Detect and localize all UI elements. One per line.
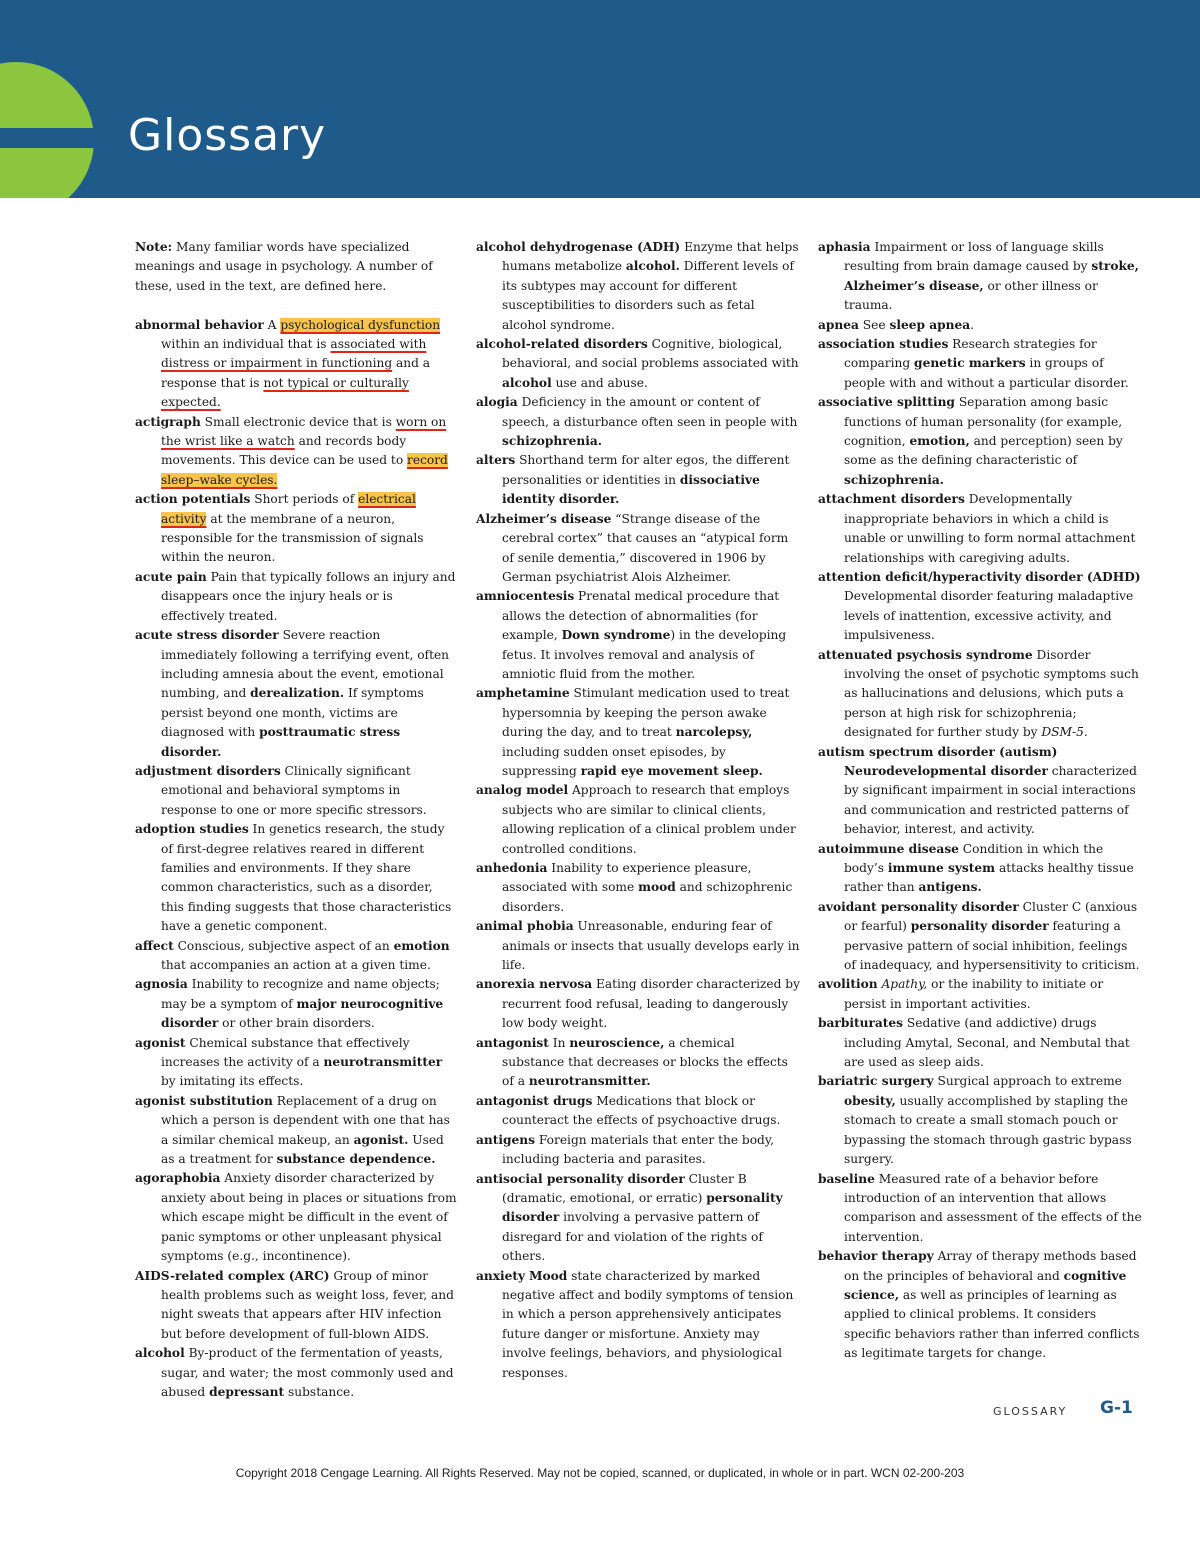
glossary-entry [818,975,1142,1014]
glossary-entry [818,840,1142,898]
definition-text: in groups of people with and without a particular disorder. [844,356,1129,390]
glossary-column-3 [818,238,1142,1364]
glossary-term: autism spectrum disorder (autism) [818,744,1058,759]
definition-text: See [858,317,890,332]
emphasized-text: psychological dysfunction [280,317,441,332]
glossary-term: attention deficit/hyperactivity disorder (ADHD) [818,569,1141,584]
emphasized-text: immune system [887,861,996,875]
definition-text: Cognitive, biological, behavioral, and social problems associated with [502,337,799,371]
glossary-term: anhedonia [476,861,548,875]
definition-text: use and abuse. [551,375,648,390]
definition-text: Disorder involving the onset of psychotic symptoms such as hallucinations and delusions, which puts a person at high risk for schizophrenia; designated for further study by [844,647,1139,740]
glossary-term: agonist [135,1035,186,1050]
glossary-term: alogia [476,395,518,410]
glossary-term: anorexia nervosa [476,977,593,992]
glossary-term: agnosia [135,977,188,992]
glossary-term: agoraphobia [135,1171,221,1186]
emphasized-text: stroke, [1091,259,1139,274]
glossary-entry [476,451,800,509]
definition-text: By-product of the fermentation of yeasts, sugar, and water; the most commonly used and abused [161,1346,454,1399]
note-label: Note: [135,240,173,254]
glossary-entry [818,1014,1142,1072]
glossary-entry [476,510,800,588]
glossary-term: attachment disorders [818,492,965,507]
definition-text: Short periods of [250,492,359,507]
emphasized-text: mood [638,880,676,895]
definition-text: usually accomplished by stapling the stomach to create a small stomach pouch or bypassing the stomach through gastric bypass surgery. [844,1093,1132,1167]
definition-text: Shorthand term for alter egos, the different personalities or identities in [502,453,790,487]
glossary-term: bariatric surgery [818,1074,934,1089]
definition-text: characterized by significant impairment in social interactions and communication and restricted patterns of behavior, interest, and activity. [844,763,1137,837]
definition-text: Developmental disorder featuring maladaptive levels of inattention, excessive activity, and impulsiveness. [844,589,1134,643]
definition-text: and schizophrenic disorders. [502,880,793,914]
glossary-term: Alzheimer’s disease [476,511,612,526]
definition-text: Cluster B (dramatic, emotional, or erratic) [502,1171,747,1205]
definition-text: Surgical approach to extreme [933,1074,1122,1089]
emphasized-text: Neurodevelopmental disorder [844,763,1048,778]
glossary-term: agonist substitution [135,1093,273,1108]
glossary-entry [818,646,1142,743]
glossary-term: autoimmune disease [818,841,959,856]
glossary-entry [476,975,800,1033]
glossary-entry [476,1092,800,1131]
definition-text: at the membrane of a neuron, responsible for the transmission of signals within the neuron. [161,511,424,565]
glossary-entry [135,820,459,936]
emphasized-text: agonist. [353,1132,409,1147]
emphasized-text: DSM-5. [1041,725,1088,740]
glossary-term: amniocentesis [476,589,575,604]
definition-text: Replacement of a drug on which a person is dependent with one that has a similar chemical makeup, an [161,1093,450,1147]
glossary-term: baseline [818,1171,875,1186]
glossary-term: affect [135,938,174,953]
emphasized-text: record sleep–wake cycles. [161,453,448,487]
emphasized-text: neurotransmitter [323,1055,443,1070]
emphasized-text: personality disorder [502,1190,783,1225]
glossary-term: apnea [818,317,859,332]
definition-text: Impairment or loss of language skills resulting from brain damage caused by [844,240,1104,274]
definition-text: Foreign materials that enter the body, including bacteria and parasites. [502,1132,774,1167]
definition-text: Medications that block or counteract the effects of psychoactive drugs. [502,1093,781,1128]
glossary-entry [135,626,459,762]
glossary-entry [476,781,800,859]
glossary-term: alcohol [135,1346,185,1361]
definition-text: Chemical substance that effectively increases the activity of a [161,1035,410,1070]
glossary-term: antagonist [476,1035,549,1050]
glossary-entry [476,859,800,917]
page-number: G-1 [1100,1398,1133,1418]
emphasized-text: sleep apnea [889,317,971,332]
glossary-term: antisocial personality disorder [476,1171,685,1186]
emphasized-text: alcohol. [625,259,680,274]
glossary-term: animal phobia [476,919,574,934]
glossary-term: alters [476,453,516,468]
definition-text: featuring a pervasive pattern of social inhibition, feelings of inadequacy, and hypersensitivity to criticism. [844,919,1140,973]
glossary-entry [135,316,459,413]
definition-text: involving a pervasive pattern of disregard for and violation of the rights of others. [502,1210,763,1264]
emphasized-text: Mood [529,1268,568,1283]
definition-text: Enzyme that helps humans metabolize [502,240,799,274]
glossary-entry [476,393,800,451]
definition-text: Unreasonable, enduring fear of animals or insects that usually develops early in life. [502,919,800,973]
glossary-term: acute pain [135,569,207,584]
glossary-term: actigraph [135,414,201,429]
glossary-entry [135,762,459,820]
definition-text: A [263,317,281,332]
emphasized-text: narcolepsy, [675,725,753,740]
emphasized-text: posttraumatic stress disorder. [161,725,401,759]
definition-text: Group of minor health problems such as weight loss, fever, and night sweats that appears after HIV infection but before development of full-blown AIDS. [161,1268,454,1341]
definition-text: by imitating its effects. [161,1074,304,1089]
emphasized-text: Apathy, [881,977,928,992]
emphasized-text: Down syndrome [561,628,671,643]
definition-text: as well as principles of learning as applied to clinical problems. It considers specific behaviors rather than inferred conflicts as legitimate targets for change. [844,1287,1140,1361]
glossary-entry [135,1092,459,1170]
definition-text: or other illness or trauma. [844,278,1098,313]
emphasized-text: substance dependence. [276,1152,436,1167]
glossary-entry [135,413,459,491]
definition-text: Research strategies for comparing [844,337,1097,371]
glossary-term: action potentials [135,492,251,507]
emphasized-text: not typical or culturally expected. [161,375,409,410]
definition-text: Array of therapy methods based on the principles of behavioral and [844,1249,1137,1283]
glossary-term: associative splitting [818,395,955,410]
glossary-term: alcohol-related disorders [476,337,648,352]
glossary-entry [476,587,800,684]
definition-text: or the inability to initiate or persist in important activities. [844,977,1104,1011]
definition-text: Deficiency in the amount or content of speech, a disturbance often seen in people with [502,395,798,429]
header-banner [0,0,1200,198]
emphasized-text: schizophrenia. [844,472,945,487]
glossary-term: adoption studies [135,822,249,837]
emphasized-text: neuroscience, [569,1035,665,1050]
emphasized-text: depressant [209,1384,285,1399]
emphasized-text: alcohol [502,375,552,390]
emphasized-text: rapid eye movement sleep. [580,763,763,778]
glossary-term: association studies [818,337,949,352]
definition-text: Approach to research that employs subjects who are similar to clinical clients, allowing replication of a clinical problem under controlled conditions. [502,783,796,856]
glossary-column-2 [476,238,800,1383]
glossary-term: AIDS-related complex (ARC) [135,1268,330,1283]
glossary-term: anxiety [476,1268,526,1283]
glossary-term: avolition [818,977,878,992]
glossary-term: barbiturates [818,1016,904,1031]
definition-text: that accompanies an action at a given time. [161,958,431,973]
definition-text: Measured rate of a behavior before introduction of an intervention that allows comparison and assessment of the effects of the intervention. [844,1171,1142,1244]
emphasized-text: derealization. [250,686,345,701]
definition-text: Condition in which the body’s [844,841,1104,875]
glossary-entry [818,1072,1142,1169]
glossary-term: aphasia [818,240,871,254]
definition-text: within an individual that is [161,337,331,352]
logo-bar [0,128,94,148]
glossary-entry [135,490,459,568]
emphasized-text: emotion [393,938,450,953]
intro-note [135,238,459,296]
definition-text: Inability to recognize and name objects; may be a symptom of [161,977,440,1011]
definition-text: In [548,1035,570,1050]
definition-text: and records body movements. This device can be used to [161,434,408,468]
glossary-term: behavior therapy [818,1249,934,1264]
glossary-entry [476,1267,800,1383]
glossary-entry [476,335,800,393]
glossary-entry [818,316,1142,335]
emphasized-text: major neurocognitive disorder [161,996,444,1031]
glossary-entry [135,568,459,626]
definition-text: If symptoms persist beyond one month, victims are diagnosed with [161,686,424,740]
glossary-entry [818,898,1142,976]
definition-text: . [970,317,975,332]
definition-text: In genetics research, the study of first-degree relatives reared in different families and environments. If they share common characteristics, such as a disorder, this finding suggests that those characteristics have a genetic component. [161,822,452,934]
definition-text: Sedative (and addictive) drugs including Amytal, Seconal, and Nembutal that are used as sleep aids. [844,1016,1130,1070]
definition-text: Clinically significant emotional and behavioral symptoms in response to one or more specific stressors. [161,763,427,817]
glossary-entry [135,937,459,976]
emphasized-text: emotion, [909,434,970,449]
definition-text: Pain that typically follows an injury and disappears once the injury heals or is effectively treated. [161,569,456,623]
definition-text: Prenatal medical procedure that allows the detection of abnormalities (for example, [502,589,780,643]
glossary-entry [476,684,800,781]
definition-text: Severe reaction immediately following a terrifying event, often including amnesia about the event, emotional numbing, and [161,628,450,701]
emphasized-text: personality disorder [910,919,1049,934]
definition-text: Used as a treatment for [161,1132,444,1167]
definition-text: Stimulant medication used to treat hypersomnia by keeping the person awake during the day, and to treat [502,686,790,740]
glossary-entry [135,1169,459,1266]
definition-text: Conscious, subjective aspect of an [173,938,394,953]
definition-text: ) in the developing fetus. It involves removal and analysis of amniotic fluid from the mother. [502,628,787,681]
glossary-entry [135,1034,459,1092]
definition-text: Cluster C (anxious or fearful) [844,899,1138,934]
glossary-term: amphetamine [476,686,570,701]
emphasized-text: associated with distress or impairment in functioning [161,337,427,371]
glossary-term: attenuated psychosis syndrome [818,647,1033,662]
note-text: Many familiar words have specialized meanings and usage in psychology. A number of these, used in the text, are defined here. [135,240,433,293]
glossary-entry [818,490,1142,568]
definition-text: Eating disorder characterized by recurrent food refusal, leading to dangerously low body weight. [502,977,800,1031]
glossary-term: acute stress disorder [135,628,279,643]
emphasized-text: antigens. [918,880,982,895]
emphasized-text: obesity, [844,1093,896,1108]
glossary-term: avoidant personality disorder [818,899,1019,914]
definition-text: and a response that is [161,356,431,390]
definition-text: attacks healthy tissue rather than [844,861,1134,895]
glossary-entry [818,743,1142,840]
definition-text: Inability to experience pleasure, associated with some [502,861,752,895]
glossary-term: abnormal behavior [135,317,264,332]
glossary-term: antigens [476,1132,536,1147]
emphasized-text: schizophrenia. [502,434,603,449]
page-title: Glossary [128,110,327,161]
glossary-entry [818,1170,1142,1248]
definition-text: Different levels of its subtypes may account for different susceptibilities to disorders such as fetal alcohol syndrome. [502,259,794,332]
definition-text: or other brain disorders. [218,1016,375,1031]
glossary-column-1 [135,238,459,1402]
definition-text: Separation among basic functions of human personality (for example, cognition, [844,395,1123,449]
glossary-entry [476,1131,800,1170]
definition-text: substance. [284,1384,355,1399]
glossary-entry [135,1267,459,1345]
emphasized-text: genetic markers [914,356,1026,371]
glossary-entry [476,917,800,975]
definition-text: and perception) seen by some as the defining characteristic of [844,434,1123,468]
definition-text: including sudden onset episodes, by suppressing [502,744,726,778]
emphasized-text: worn on the wrist like a watch [161,414,447,449]
glossary-entry [135,975,459,1033]
definition-text: Developmentally inappropriate behaviors in which a child is unable or unwilling to form normal attachment relationships with caregiving adults. [844,492,1136,565]
copyright-notice: Copyright 2018 Cengage Learning. All Rights Reserved. May not be copied, scanned, or duplicated, in whole or in part. WCN 02-200-203 [235,1466,965,1480]
emphasized-text: Alzheimer’s disease, [844,278,984,293]
emphasized-text: dissociative identity disorder. [502,472,760,507]
definition-text: state characterized by marked negative affect and bodily symptoms of tension in which a person apprehensively anticipates future danger or misfortune. Anxiety may involve feelings, behaviors, and physiological responses. [502,1268,794,1380]
glossary-entry [818,393,1142,490]
emphasized-text: electrical activity [161,492,416,526]
glossary-entry [135,1344,459,1402]
definition-text: “Strange disease of the cerebral cortex” that causes an “atypical form of senile dementia,” discovered in 1906 by German psychiatrist Alois Alzheimer. [502,511,789,584]
definition-text: a chemical substance that decreases or blocks the effects of a [502,1035,788,1089]
emphasized-text: neurotransmitter. [528,1074,651,1089]
glossary-entry [818,1247,1142,1363]
glossary-entry [818,335,1142,393]
definition-text: Anxiety disorder characterized by anxiety about being in places or situations from which escape might be difficult in the event of panic symptoms or other unpleasant physical symptoms (e.g., incontinence). [161,1171,457,1264]
glossary-entry [818,568,1142,646]
glossary-term: adjustment disorders [135,763,281,778]
footer-section-label: GLOSSARY [993,1405,1068,1418]
glossary-entry [818,238,1142,316]
emphasized-text: cognitive science, [844,1268,1127,1302]
glossary-entry [476,1170,800,1267]
definition-text: Small electronic device that is [200,414,396,429]
glossary-entry [476,1034,800,1092]
glossary-term: antagonist drugs [476,1093,593,1108]
glossary-term: analog model [476,783,569,798]
glossary-term: alcohol dehydrogenase (ADH) [476,240,681,254]
glossary-entry [476,238,800,335]
